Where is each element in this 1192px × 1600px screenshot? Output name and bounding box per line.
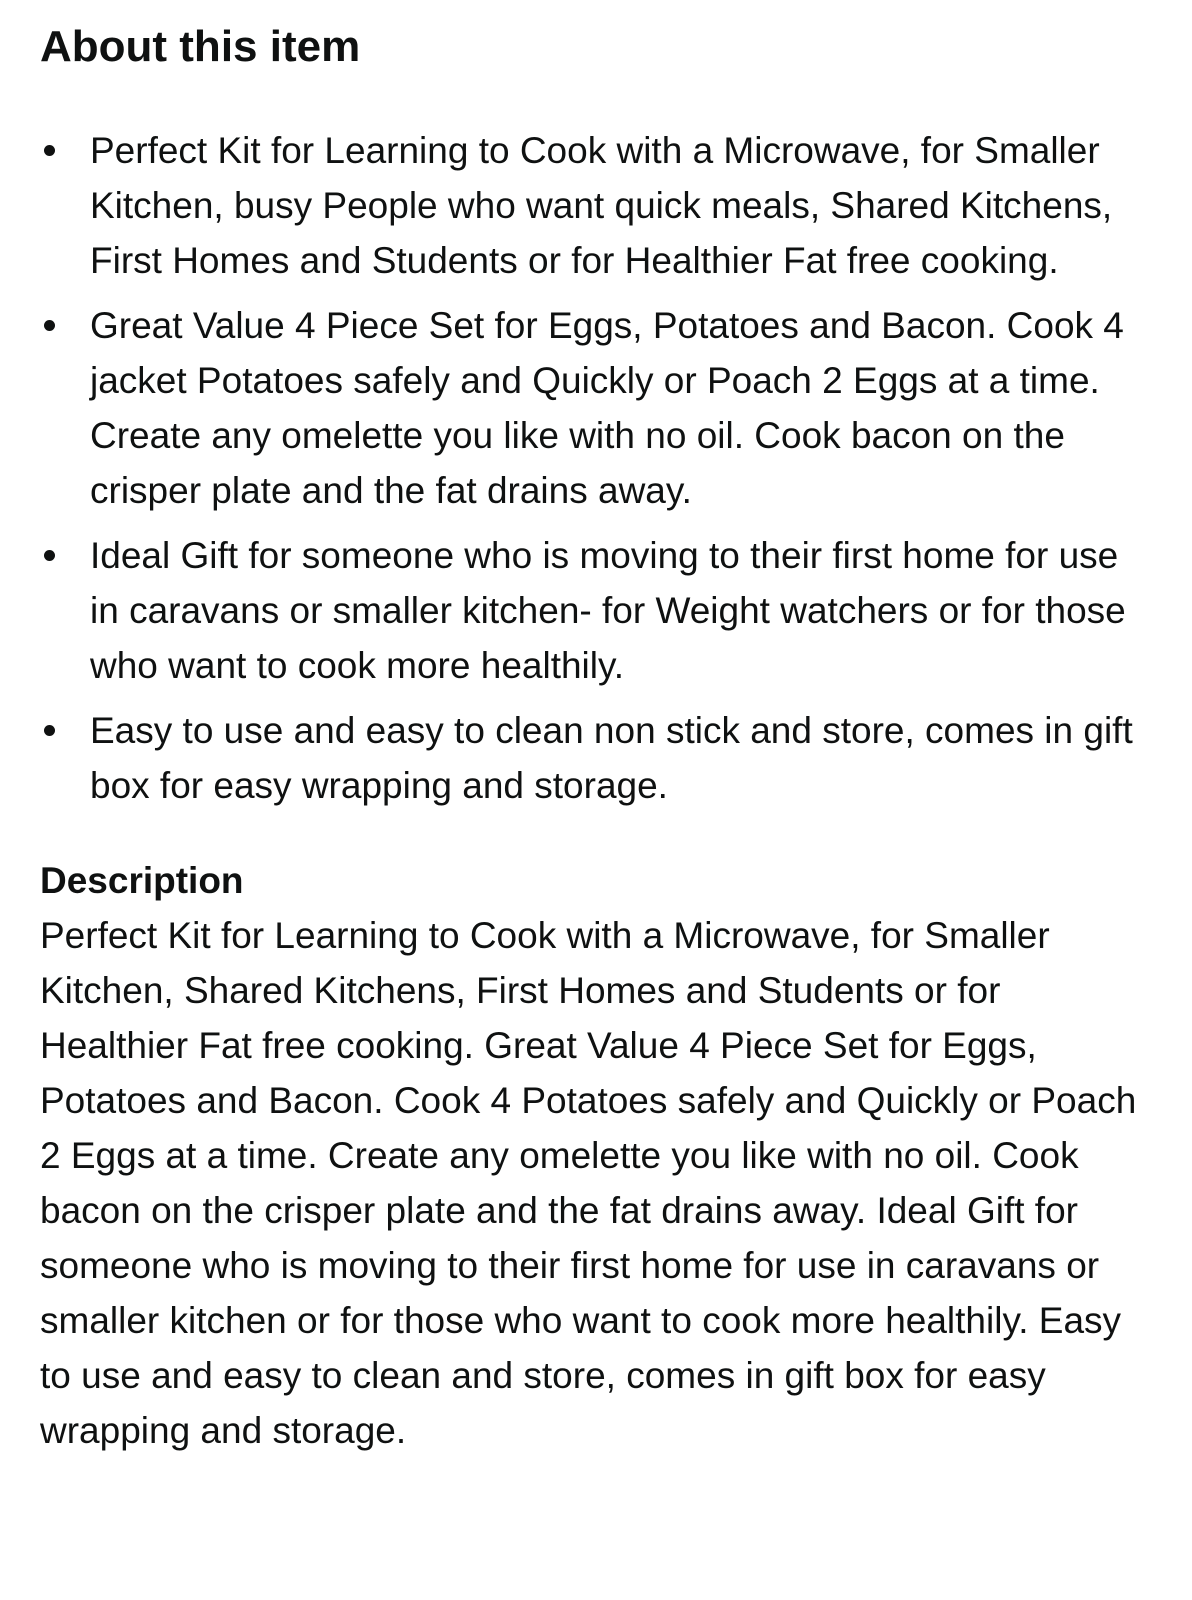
bullet-dot-icon xyxy=(44,145,55,156)
feature-bullet xyxy=(40,703,1152,813)
description-body: Perfect Kit for Learning to Cook with a Microwave, for Smaller Kitchen, Shared Kitchens, First Homes and Students or for Healthier Fat free cooking. Great Value 4 Piece Set for Eggs, Potatoes and Bacon. Cook 4 Potatoes safely and Quickly or Poach 2 Eggs at a time. Create any omelette you like with no oil. Cook bacon on the crisper plate and the fat drains away. Ideal Gift for someone who is moving to their first home for use in caravans or smaller kitchen or for those who want to cook more healthily. Easy to use and easy to clean and store, comes in gift box for easy wrapping and storage. xyxy=(40,915,1137,1451)
feature-bullet-text: Easy to use and easy to clean non stick and store, comes in gift box for easy wrapping and storage. xyxy=(90,710,1133,806)
about-this-item-heading: About this item xyxy=(40,22,361,71)
feature-bullet-list xyxy=(40,123,1152,813)
description-heading: Description xyxy=(40,860,244,901)
bullet-dot-icon xyxy=(44,320,55,331)
feature-bullet-text: Perfect Kit for Learning to Cook with a Microwave, for Smaller Kitchen, busy People who want quick meals, Shared Kitchens, First Homes and Students or for Healthier Fat free cooking. xyxy=(90,130,1113,281)
bullet-dot-icon xyxy=(44,550,55,561)
feature-bullet xyxy=(40,123,1152,288)
feature-bullet xyxy=(40,528,1152,693)
bullet-dot-icon xyxy=(44,725,55,736)
feature-bullet xyxy=(40,298,1152,518)
feature-bullet-text: Ideal Gift for someone who is moving to their first home for use in caravans or smaller kitchen- for Weight watchers or for those who want to cook more healthily. xyxy=(90,535,1126,686)
feature-bullet-text: Great Value 4 Piece Set for Eggs, Potatoes and Bacon. Cook 4 jacket Potatoes safely and Quickly or Poach 2 Eggs at a time. Create any omelette you like with no oil. Cook bacon on the crisper plate and the fat drains away. xyxy=(90,305,1124,511)
